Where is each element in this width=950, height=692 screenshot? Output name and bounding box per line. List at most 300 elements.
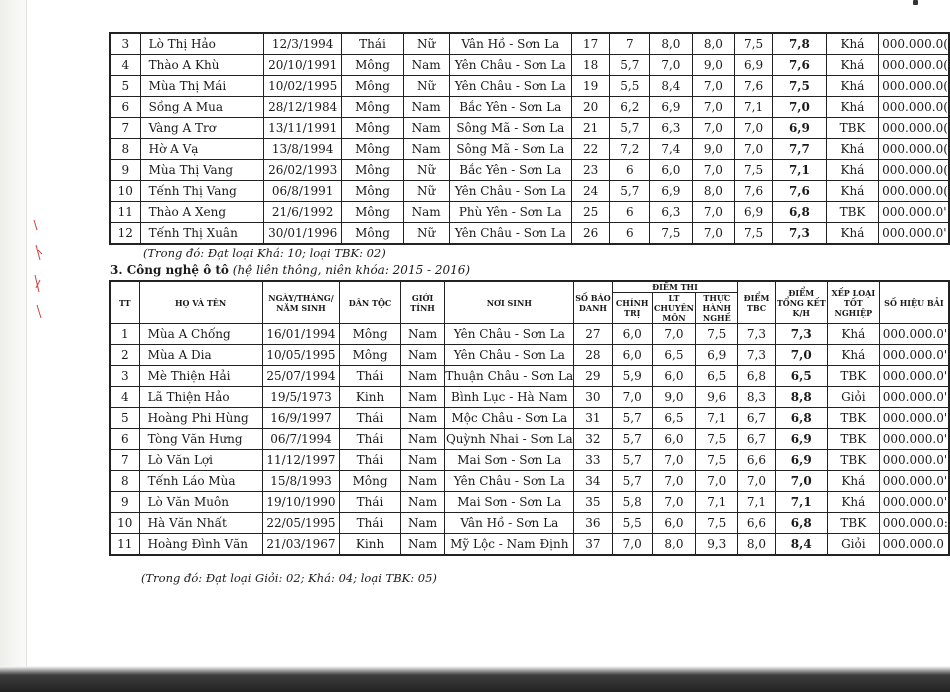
cell-cert: 000.000.0': [879, 387, 949, 408]
cell-cert: 000.000.0(: [879, 55, 949, 76]
cell-total: 8,4: [775, 534, 827, 556]
cell-name: Hà Văn Nhất: [139, 513, 262, 534]
cell-gender: Nam: [400, 513, 445, 534]
cell-tt: 12: [110, 223, 140, 245]
cell-id: 21: [571, 118, 610, 139]
cell-ethnic: Thái: [340, 408, 400, 429]
cell-tt: 11: [110, 534, 139, 556]
cell-dob: 15/8/1993: [262, 471, 340, 492]
cell-dob: 10/02/1995: [263, 76, 341, 97]
cell-id: 29: [574, 366, 613, 387]
cell-name: Hờ A Vạ: [140, 139, 263, 160]
cell-name: Sồng A Mua: [140, 97, 263, 118]
cell-tt: 11: [110, 202, 140, 223]
cell-ethnic: Mông: [342, 118, 403, 139]
table-row: [110, 139, 949, 160]
cell-politics: 6,0: [612, 345, 652, 366]
header-dob: NGÀY/THÁNG/ NĂM SINH: [262, 281, 340, 324]
cell-theory: 7,0: [652, 492, 696, 513]
cell-cert: 000.000.0': [879, 408, 949, 429]
cell-gender: Nam: [400, 471, 445, 492]
cell-practice: 7,0: [692, 118, 735, 139]
cell-dob: 19/5/1973: [262, 387, 340, 408]
cell-id: 33: [574, 450, 613, 471]
cell-birthplace: Yên Châu - Sơn La: [445, 471, 574, 492]
header-total: ĐIỂM TỔNG KẾT K/H: [775, 281, 827, 324]
cell-practice: 7,0: [692, 97, 735, 118]
cell-gender: Nam: [400, 345, 445, 366]
cell-avg: 6,7: [738, 408, 775, 429]
cell-id: 31: [574, 408, 613, 429]
cell-practice: 7,0: [692, 202, 735, 223]
cell-id: 24: [571, 181, 610, 202]
cell-theory: 7,4: [650, 139, 693, 160]
cell-birthplace: Mai Sơn - Sơn La: [445, 450, 574, 471]
cell-practice: 6,9: [696, 345, 738, 366]
cell-theory: 6,5: [652, 408, 696, 429]
page-left-margin: [0, 0, 27, 692]
cell-ethnic: Thái: [342, 33, 403, 55]
cell-avg: 6,9: [735, 202, 773, 223]
cell-theory: 6,5: [652, 345, 696, 366]
cell-practice: 9,3: [696, 534, 738, 556]
header-cert: SỐ HIỆU BẢI: [879, 281, 949, 324]
cell-dob: 16/01/1994: [262, 324, 340, 345]
cell-practice: 7,1: [696, 492, 738, 513]
header-exam-group: ĐIỂM THI: [612, 281, 738, 293]
cell-tt: 2: [110, 345, 139, 366]
cell-name: Mùa A Dia: [139, 345, 262, 366]
cell-theory: 6,0: [652, 513, 696, 534]
cell-id: 36: [574, 513, 613, 534]
table-row: [110, 492, 949, 513]
cell-avg: 7,0: [735, 139, 773, 160]
cell-birthplace: Yên Châu - Sơn La: [449, 223, 571, 245]
cell-grade: Khá: [826, 97, 878, 118]
cell-theory: 9,0: [652, 387, 696, 408]
cell-ethnic: Thái: [340, 513, 400, 534]
cell-ethnic: Mông: [340, 345, 400, 366]
cell-politics: 7: [610, 33, 650, 55]
header-practice: THỰC HÀNH NGHỀ: [696, 293, 738, 324]
cell-birthplace: Mai Sơn - Sơn La: [445, 492, 574, 513]
cell-cert: 000.000.0': [879, 450, 949, 471]
cell-ethnic: Thái: [340, 492, 400, 513]
cell-practice: 9,0: [692, 139, 735, 160]
cell-dob: 19/10/1990: [262, 492, 340, 513]
cell-politics: 5,7: [610, 118, 650, 139]
cell-practice: 7,0: [692, 160, 735, 181]
cell-practice: 7,0: [692, 223, 735, 245]
cell-gender: Nữ: [403, 76, 449, 97]
cell-gender: Nữ: [403, 33, 449, 55]
cell-cert: 000.000.0:: [879, 513, 949, 534]
cell-avg: 7,5: [735, 160, 773, 181]
graduates-table-section3: [109, 280, 950, 556]
cell-total: 7,0: [775, 471, 827, 492]
cell-politics: 5,7: [612, 471, 652, 492]
cell-theory: 8,0: [652, 534, 696, 556]
cell-cert: 000.000.0': [879, 366, 949, 387]
cell-ethnic: Mông: [342, 160, 403, 181]
cell-total: 6,9: [775, 429, 827, 450]
header-avg: ĐIỂM TBC: [738, 281, 775, 324]
cell-total: 7,3: [772, 223, 826, 245]
cell-gender: Nam: [403, 55, 449, 76]
cell-grade: TBK: [827, 366, 879, 387]
cell-gender: Nam: [400, 534, 445, 556]
cell-name: Thào A Khù: [140, 55, 263, 76]
cell-politics: 5,7: [612, 408, 652, 429]
cell-avg: 6,6: [738, 513, 775, 534]
cell-tt: 4: [110, 55, 140, 76]
cell-ethnic: Mông: [342, 97, 403, 118]
cell-name: Hoàng Đình Văn: [139, 534, 262, 556]
cell-grade: Giỏi: [827, 534, 879, 556]
cell-birthplace: Bắc Yên - Sơn La: [449, 97, 571, 118]
cell-practice: 8,0: [692, 181, 735, 202]
cell-dob: 13/8/1994: [263, 139, 341, 160]
cell-total: 6,8: [775, 408, 827, 429]
cell-avg: 7,0: [738, 471, 775, 492]
cell-gender: Nam: [403, 139, 449, 160]
cell-theory: 6,9: [650, 97, 693, 118]
cell-politics: 5,9: [612, 366, 652, 387]
table-row: [110, 76, 949, 97]
cell-birthplace: Sông Mã - Sơn La: [449, 139, 571, 160]
cell-politics: 5,7: [612, 429, 652, 450]
cell-grade: Khá: [826, 181, 878, 202]
cell-grade: Khá: [827, 492, 879, 513]
cell-birthplace: Quỳnh Nhai - Sơn La: [445, 429, 574, 450]
cell-birthplace: Phù Yên - Sơn La: [449, 202, 571, 223]
cell-id: 23: [571, 160, 610, 181]
cell-total: 6,5: [775, 366, 827, 387]
cell-id: 37: [574, 534, 613, 556]
cell-cert: 000.000.0(: [879, 181, 949, 202]
cell-tt: 10: [110, 513, 139, 534]
cell-politics: 6,2: [610, 97, 650, 118]
table2-header: [110, 281, 949, 324]
cell-id: 26: [571, 223, 610, 245]
cell-practice: 8,0: [692, 33, 735, 55]
cell-tt: 5: [110, 408, 139, 429]
cell-total: 6,9: [775, 450, 827, 471]
cell-name: Tếnh Thị Vang: [140, 181, 263, 202]
cell-ethnic: Mông: [342, 223, 403, 245]
cell-name: Mùa Thị Vang: [140, 160, 263, 181]
cell-ethnic: Mông: [340, 324, 400, 345]
cell-ethnic: Mông: [342, 76, 403, 97]
cell-practice: 7,1: [696, 408, 738, 429]
table-row: [110, 408, 949, 429]
cell-birthplace: Thuận Châu - Sơn La: [445, 366, 574, 387]
cell-practice: 7,5: [696, 429, 738, 450]
cell-gender: Nam: [403, 202, 449, 223]
cell-avg: 7,5: [735, 33, 773, 55]
cell-dob: 21/6/1992: [263, 202, 341, 223]
cell-total: 7,8: [772, 33, 826, 55]
cell-cert: 000.000.0(: [879, 160, 949, 181]
cell-cert: 000.000.0(: [879, 76, 949, 97]
cell-politics: 5,7: [610, 181, 650, 202]
cell-name: Mùa A Chống: [139, 324, 262, 345]
cell-total: 7,3: [775, 324, 827, 345]
cell-name: Tếnh Láo Mùa: [139, 471, 262, 492]
cell-total: 7,6: [772, 55, 826, 76]
cell-id: 32: [574, 429, 613, 450]
cell-politics: 7,0: [612, 387, 652, 408]
header-name: HỌ VÀ TÊN: [139, 281, 262, 324]
cell-birthplace: Yên Châu - Sơn La: [445, 324, 574, 345]
cell-theory: 6,0: [652, 429, 696, 450]
cell-theory: 6,0: [652, 366, 696, 387]
cell-name: Tòng Văn Hưng: [139, 429, 262, 450]
cell-avg: 6,9: [735, 55, 773, 76]
cell-grade: Khá: [827, 471, 879, 492]
cell-ethnic: Mông: [342, 181, 403, 202]
cell-theory: 8,0: [650, 33, 693, 55]
cell-politics: 5,8: [612, 492, 652, 513]
cell-total: 7,5: [772, 76, 826, 97]
cell-name: Lã Thiện Hảo: [139, 387, 262, 408]
section3-heading: [110, 263, 470, 277]
cell-tt: 6: [110, 97, 140, 118]
cell-birthplace: Yên Châu - Sơn La: [449, 55, 571, 76]
cell-ethnic: Mông: [342, 202, 403, 223]
cell-politics: 5,5: [612, 513, 652, 534]
cell-tt: 8: [110, 139, 140, 160]
cell-ethnic: Kinh: [340, 387, 400, 408]
cell-ethnic: Mông: [342, 139, 403, 160]
cell-avg: 6,8: [738, 366, 775, 387]
cell-tt: 9: [110, 160, 140, 181]
cell-birthplace: Yên Châu - Sơn La: [445, 345, 574, 366]
cell-dob: 12/3/1994: [263, 33, 341, 55]
cell-cert: 000.000.0(: [879, 33, 949, 55]
table-row: [110, 33, 949, 55]
cell-gender: Nữ: [403, 181, 449, 202]
cell-id: 35: [574, 492, 613, 513]
cell-cert: 000.000.0': [879, 202, 949, 223]
cell-practice: 7,5: [696, 513, 738, 534]
cell-avg: 7,0: [735, 118, 773, 139]
cell-tt: 3: [110, 33, 140, 55]
cell-id: 27: [574, 324, 613, 345]
cell-politics: 6,0: [612, 324, 652, 345]
cell-politics: 5,5: [610, 76, 650, 97]
cell-avg: 6,6: [738, 450, 775, 471]
cell-practice: 9,6: [696, 387, 738, 408]
cell-tt: 6: [110, 429, 139, 450]
cell-tt: 7: [110, 450, 139, 471]
cell-total: 7,0: [772, 97, 826, 118]
cell-theory: 6,3: [650, 202, 693, 223]
cell-tt: 8: [110, 471, 139, 492]
cell-dob: 26/02/1993: [263, 160, 341, 181]
header-ethnic: DÂN TỘC: [340, 281, 400, 324]
cell-id: 25: [571, 202, 610, 223]
cell-grade: TBK: [826, 202, 878, 223]
cell-politics: 7,2: [610, 139, 650, 160]
cell-avg: 7,1: [735, 97, 773, 118]
cell-total: 7,1: [775, 492, 827, 513]
cell-total: 7,1: [772, 160, 826, 181]
cell-cert: 000.000.0(: [879, 118, 949, 139]
cell-birthplace: Yên Châu - Sơn La: [449, 181, 571, 202]
cell-total: 6,8: [775, 513, 827, 534]
cell-birthplace: Bắc Yên - Sơn La: [449, 160, 571, 181]
cell-dob: 10/05/1995: [262, 345, 340, 366]
cell-theory: 7,5: [650, 223, 693, 245]
cell-name: Thào A Xeng: [140, 202, 263, 223]
cell-tt: 7: [110, 118, 140, 139]
cell-politics: 6: [610, 160, 650, 181]
cell-politics: 5,7: [612, 450, 652, 471]
cell-avg: 6,7: [738, 429, 775, 450]
cell-ethnic: Thái: [340, 366, 400, 387]
page-bottom-shadow: [0, 666, 950, 692]
table-row: [110, 324, 949, 345]
cell-id: 30: [574, 387, 613, 408]
cell-theory: 8,4: [650, 76, 693, 97]
cell-avg: 7,6: [735, 76, 773, 97]
cell-grade: Khá: [826, 33, 878, 55]
graduates-table-section2: [109, 32, 950, 245]
cell-grade: Khá: [826, 55, 878, 76]
section3-summary-note: (Trong đó: Đạt loại Giỏi: 02; Khá: 04; loại TBK: 05): [141, 571, 437, 585]
section3-title: 3. Công nghệ ô tô: [110, 263, 229, 277]
cell-ethnic: Thái: [340, 450, 400, 471]
cell-practice: 7,5: [696, 324, 738, 345]
cell-avg: 8,3: [738, 387, 775, 408]
cell-name: Vàng A Trơ: [140, 118, 263, 139]
cell-politics: 6: [610, 202, 650, 223]
cell-practice: 7,0: [692, 76, 735, 97]
cell-gender: Nam: [400, 408, 445, 429]
cell-practice: 7,0: [696, 471, 738, 492]
cell-theory: 6,9: [650, 181, 693, 202]
cell-cert: 000.000.0': [879, 492, 949, 513]
cell-practice: 6,5: [696, 366, 738, 387]
cell-birthplace: Sông Mã - Sơn La: [449, 118, 571, 139]
table1-body: [110, 33, 949, 244]
cell-name: Hoàng Phi Hùng: [139, 408, 262, 429]
cell-grade: Giỏi: [827, 387, 879, 408]
cell-ethnic: Thái: [340, 429, 400, 450]
section3-subtitle: (hệ liên thông, niên khóa: 2015 - 2016): [232, 263, 471, 277]
cell-gender: Nam: [403, 118, 449, 139]
cell-tt: 5: [110, 76, 140, 97]
cell-id: 17: [571, 33, 610, 55]
table-row: [110, 534, 949, 556]
cell-ethnic: Mông: [342, 55, 403, 76]
cell-grade: Khá: [826, 160, 878, 181]
table-row: [110, 202, 949, 223]
table-row: [110, 55, 949, 76]
cell-theory: 6,0: [650, 160, 693, 181]
table-row: [110, 345, 949, 366]
cell-dob: 25/07/1994: [262, 366, 340, 387]
header-grade: XẾP LOẠI TỐT NGHIỆP: [827, 281, 879, 324]
cell-birthplace: Mộc Châu - Sơn La: [445, 408, 574, 429]
cell-tt: 4: [110, 387, 139, 408]
table-row: [110, 118, 949, 139]
cell-grade: Khá: [826, 139, 878, 160]
section2-summary-note: (Trong đó: Đạt loại Khá: 10; loại TBK: 02): [143, 246, 386, 260]
cell-gender: Nam: [400, 450, 445, 471]
cell-dob: 20/10/1991: [263, 55, 341, 76]
cell-gender: Nữ: [403, 160, 449, 181]
cell-dob: 30/01/1996: [263, 223, 341, 245]
cell-name: Lò Văn Muôn: [139, 492, 262, 513]
cell-dob: 13/11/1991: [263, 118, 341, 139]
cell-cert: 000.000.0': [879, 223, 949, 245]
cell-id: 18: [571, 55, 610, 76]
cell-gender: Nam: [400, 492, 445, 513]
cell-id: 19: [571, 76, 610, 97]
cell-name: Lò Thị Hảo: [140, 33, 263, 55]
cell-theory: 6,3: [650, 118, 693, 139]
table-row: [110, 471, 949, 492]
cell-name: Lò Văn Lợi: [139, 450, 262, 471]
cell-cert: 000.000.0': [879, 471, 949, 492]
cell-gender: Nam: [400, 366, 445, 387]
cell-total: 7,7: [772, 139, 826, 160]
cell-politics: 5,7: [610, 55, 650, 76]
cell-dob: 22/05/1995: [262, 513, 340, 534]
cell-theory: 7,0: [650, 55, 693, 76]
header-id: SỐ BÁO DANH: [574, 281, 613, 324]
header-gender: GIỚI TÍNH: [400, 281, 445, 324]
table-row: [110, 450, 949, 471]
table-row: [110, 513, 949, 534]
cell-gender: Nam: [400, 324, 445, 345]
cell-dob: 28/12/1984: [263, 97, 341, 118]
cell-grade: TBK: [827, 513, 879, 534]
cell-tt: 1: [110, 324, 139, 345]
cell-cert: 000.000.0: [879, 534, 949, 556]
cell-tt: 9: [110, 492, 139, 513]
cell-birthplace: Mỹ Lộc - Nam Định: [445, 534, 574, 556]
scan-dot: [913, 0, 918, 5]
cell-dob: 06/8/1991: [263, 181, 341, 202]
table-row: [110, 97, 949, 118]
cell-id: 22: [571, 139, 610, 160]
cell-practice: 7,5: [696, 450, 738, 471]
cell-avg: 8,0: [738, 534, 775, 556]
cell-politics: 7,0: [612, 534, 652, 556]
cell-name: Mè Thiện Hải: [139, 366, 262, 387]
cell-birthplace: Bình Lục - Hà Nam: [445, 387, 574, 408]
header-tt: TT: [110, 281, 139, 324]
table-row: [110, 160, 949, 181]
cell-theory: 7,0: [652, 324, 696, 345]
cell-cert: 000.000.0': [879, 324, 949, 345]
cell-grade: Khá: [826, 223, 878, 245]
cell-name: Tếnh Thị Xuân: [140, 223, 263, 245]
table-row: [110, 366, 949, 387]
cell-grade: TBK: [827, 450, 879, 471]
margin-pen-marks: [28, 200, 54, 330]
cell-dob: 21/03/1967: [262, 534, 340, 556]
table-row: [110, 387, 949, 408]
header-birthplace: NƠI SINH: [445, 281, 574, 324]
cell-dob: 06/7/1994: [262, 429, 340, 450]
table-row: [110, 429, 949, 450]
cell-dob: 16/9/1997: [262, 408, 340, 429]
cell-avg: 7,3: [738, 345, 775, 366]
